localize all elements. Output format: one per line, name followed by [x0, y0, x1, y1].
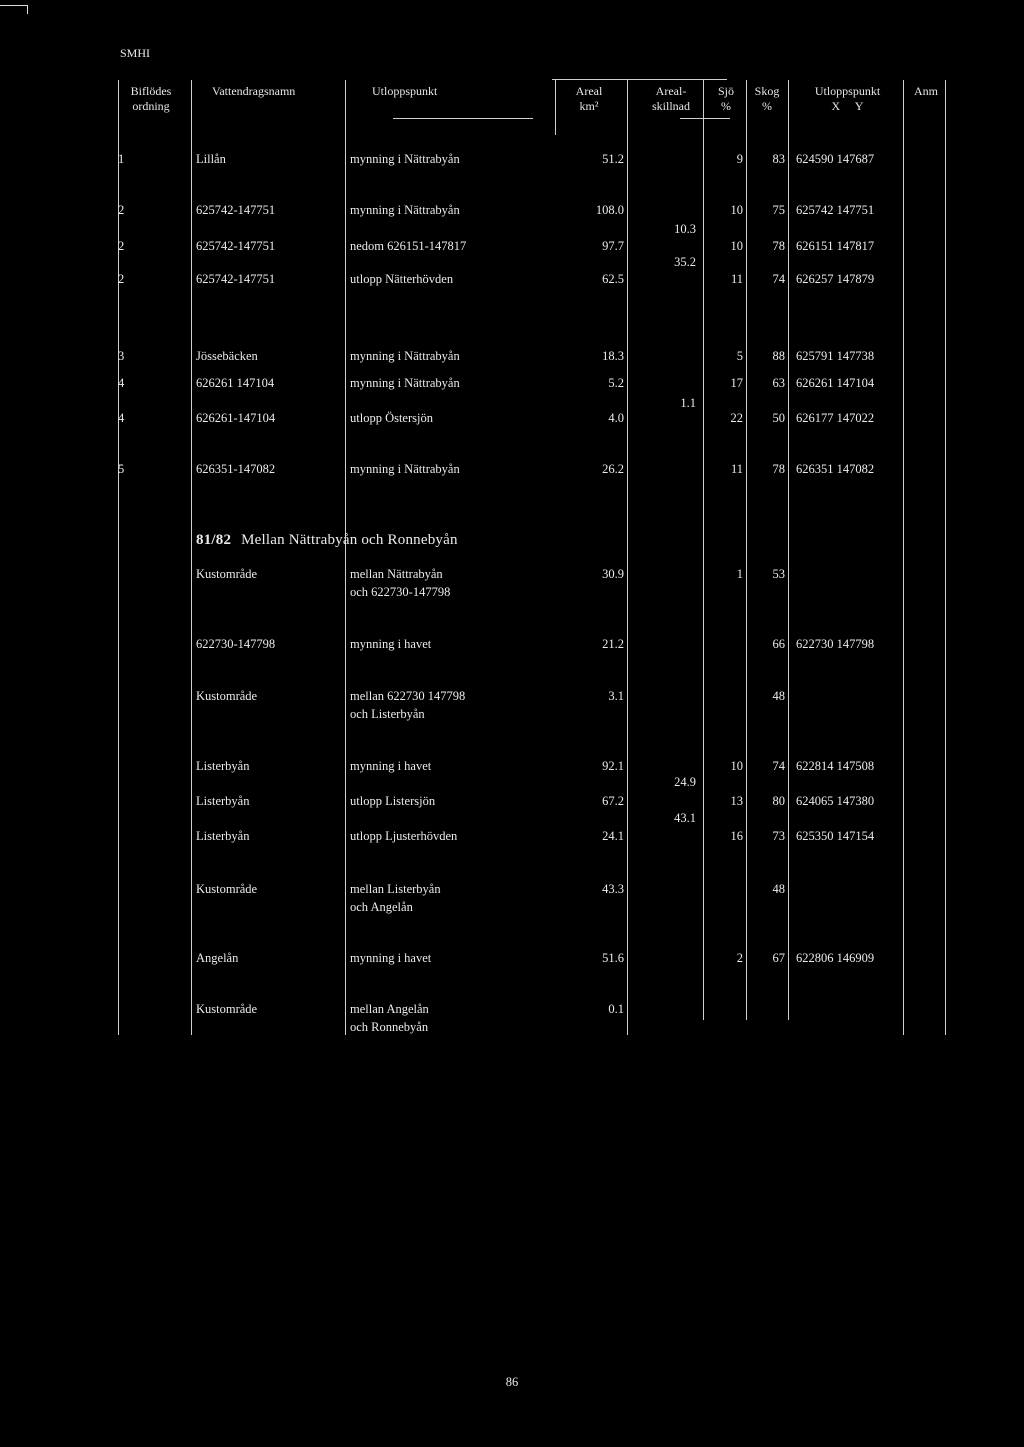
header-forest-2: % — [762, 99, 772, 113]
header-area-1: Areal — [575, 84, 603, 98]
cell-area: 97.7 — [602, 239, 624, 253]
cell-outlet: mellan 622730 147798 — [350, 689, 466, 703]
cell-name: Kustområde — [196, 1002, 258, 1016]
cell-order: 4 — [118, 411, 125, 425]
header-rule-top — [552, 79, 727, 80]
cell-outlet: nedom 626151-147817 — [350, 239, 467, 253]
corner-mark-top — [0, 5, 28, 6]
cell-outlet-xy: 622814 147508 — [796, 759, 875, 773]
header-lake-2: % — [721, 99, 731, 113]
cell-outlet-xy: 622730 147798 — [796, 637, 875, 651]
cell-lake-pct: 16 — [730, 829, 743, 843]
cell-outlet: mynning i havet — [350, 759, 432, 773]
cell-outlet-xy: 626177 147022 — [796, 411, 875, 425]
cell-lake-pct: 10 — [730, 203, 743, 217]
cell-lake-pct: 22 — [730, 411, 743, 425]
cell-outlet-xy: 625350 147154 — [796, 829, 875, 843]
cell-name: Angelån — [196, 951, 239, 965]
cell-area: 51.6 — [602, 951, 624, 965]
cell-lake-pct: 9 — [736, 152, 743, 166]
cell-name: Listerbyån — [196, 829, 250, 843]
page-number: 86 — [505, 1375, 519, 1389]
cell-area: 3.1 — [608, 689, 624, 703]
cell-outlet-xy: 626351 147082 — [796, 462, 875, 476]
cell-name: Listerbyån — [196, 759, 250, 773]
cell-outlet-xy: 625742 147751 — [796, 203, 875, 217]
cell-name: Kustområde — [196, 567, 258, 581]
cell-outlet: utlopp Listersjön — [350, 794, 436, 808]
cell-area: 30.9 — [602, 567, 624, 581]
col-rule-forest — [788, 80, 789, 1020]
cell-area: 92.1 — [602, 759, 624, 773]
header-order-2: ordning — [132, 99, 170, 113]
cell-outlet-line-2: och Angelån — [350, 900, 413, 914]
cell-area: 108.0 — [595, 203, 624, 217]
cell-area: 51.2 — [602, 152, 624, 166]
cell-forest-pct: 66 — [772, 637, 785, 651]
cell-forest-pct: 67 — [772, 951, 785, 965]
cell-forest-pct: 73 — [772, 829, 785, 843]
cell-lake-pct: 17 — [730, 376, 743, 390]
cell-forest-pct: 53 — [772, 567, 785, 581]
header-lake-1: Sjö — [717, 84, 734, 98]
cell-outlet: mynning i Nättrabyån — [350, 349, 460, 363]
header-rule-diff — [680, 118, 730, 119]
header-watercourse: Vattendragsnamn — [212, 84, 296, 98]
cell-forest-pct: 78 — [772, 462, 785, 476]
col-rule-lake-forest — [746, 80, 747, 1020]
cell-lake-pct: 10 — [730, 239, 743, 253]
cell-name: 622730-147798 — [196, 637, 276, 651]
header-area-2: km² — [579, 99, 599, 113]
cell-outlet-line-2: och 622730-147798 — [350, 585, 451, 599]
header-rule-outlet — [393, 118, 533, 119]
cell-forest-pct: 63 — [772, 376, 785, 390]
cell-name: Kustområde — [196, 882, 258, 896]
cell-outlet-xy: 625791 147738 — [796, 349, 875, 363]
corner-mark-side — [27, 5, 28, 14]
cell-forest-pct: 50 — [772, 411, 785, 425]
col-rule-area — [555, 80, 556, 135]
col-rule-diff-lake — [703, 80, 704, 1020]
cell-outlet: utlopp Ljusterhövden — [350, 829, 458, 843]
cell-outlet-line-2: och Ronnebyån — [350, 1020, 429, 1034]
area-diff-value: 35.2 — [674, 255, 696, 269]
cell-order: 2 — [118, 272, 125, 286]
area-diff-value: 1.1 — [680, 396, 696, 410]
cell-outlet: utlopp Östersjön — [350, 411, 433, 425]
cell-outlet: mynning i Nättrabyån — [350, 152, 460, 166]
cell-outlet: utlopp Nätterhövden — [350, 272, 454, 286]
area-diff-value: 10.3 — [674, 222, 696, 236]
col-rule-right — [945, 80, 946, 1035]
cell-order: 5 — [118, 462, 125, 476]
header-remarks: Anm — [914, 84, 938, 98]
cell-lake-pct: 2 — [736, 951, 743, 965]
cell-area: 43.3 — [602, 882, 624, 896]
cell-outlet-xy: 624065 147380 — [796, 794, 875, 808]
header-outlet: Utloppspunkt — [372, 84, 438, 98]
cell-name: 625742-147751 — [196, 203, 276, 217]
cell-name: Jössebäcken — [196, 349, 258, 363]
cell-name: 625742-147751 — [196, 272, 276, 286]
cell-lake-pct: 13 — [730, 794, 743, 808]
cell-outlet-line-2: och Listerbyån — [350, 707, 425, 721]
cell-outlet: mellan Nättrabyån — [350, 567, 443, 581]
cell-area: 4.0 — [608, 411, 624, 425]
area-diff-value: 43.1 — [674, 811, 696, 825]
cell-forest-pct: 74 — [772, 272, 785, 286]
section-code: 81/82 — [196, 532, 232, 548]
col-rule-xy — [903, 80, 904, 1035]
col-rule-name — [345, 80, 346, 1035]
cell-forest-pct: 75 — [772, 203, 785, 217]
cell-outlet-xy: 622806 146909 — [796, 951, 875, 965]
cell-area: 18.3 — [602, 349, 624, 363]
cell-outlet: mynning i Nättrabyån — [350, 462, 460, 476]
col-rule-order — [191, 80, 192, 1035]
cell-outlet-xy: 624590 147687 — [796, 152, 875, 166]
cell-lake-pct: 1 — [736, 567, 743, 581]
cell-order: 1 — [118, 152, 125, 166]
cell-outlet-xy: 626261 147104 — [796, 376, 875, 390]
cell-area: 0.1 — [608, 1002, 624, 1016]
header-outlet-point-2: X Y — [831, 99, 864, 113]
header-forest-1: Skog — [754, 84, 780, 98]
cell-order: 2 — [118, 239, 125, 253]
cell-lake-pct: 11 — [730, 462, 743, 476]
header-outlet-point-1: Utloppspunkt — [814, 84, 881, 98]
cell-order: 3 — [118, 349, 125, 363]
header-area-diff-1: Areal- — [655, 84, 687, 98]
cell-name: 626351-147082 — [196, 462, 276, 476]
cell-area: 21.2 — [602, 637, 624, 651]
cell-outlet: mellan Listerbyån — [350, 882, 441, 896]
cell-forest-pct: 74 — [772, 759, 785, 773]
cell-forest-pct: 48 — [772, 882, 785, 896]
cell-area: 67.2 — [602, 794, 624, 808]
cell-order: 4 — [118, 376, 125, 390]
cell-lake-pct: 10 — [730, 759, 743, 773]
col-rule-left — [118, 80, 119, 1035]
header-area-diff-2: skillnad — [652, 99, 690, 113]
cell-name: 625742-147751 — [196, 239, 276, 253]
cell-outlet: mellan Angelån — [350, 1002, 429, 1016]
cell-lake-pct: 11 — [730, 272, 743, 286]
cell-forest-pct: 48 — [772, 689, 785, 703]
cell-outlet: mynning i havet — [350, 637, 432, 651]
cell-forest-pct: 80 — [772, 794, 785, 808]
cell-outlet-xy: 626257 147879 — [796, 272, 875, 286]
cell-area: 62.5 — [602, 272, 624, 286]
cell-lake-pct: 5 — [736, 349, 743, 363]
cell-name: 626261-147104 — [196, 411, 276, 425]
area-diff-value: 24.9 — [674, 775, 696, 789]
header-order-1: Biflödes — [130, 84, 172, 98]
cell-area: 26.2 — [602, 462, 624, 476]
cell-name: 626261 147104 — [196, 376, 275, 390]
cell-area: 5.2 — [608, 376, 624, 390]
cell-name: Lillån — [196, 152, 226, 166]
cell-outlet: mynning i Nättrabyån — [350, 376, 460, 390]
cell-outlet-xy: 626151 147817 — [796, 239, 875, 253]
cell-name: Kustområde — [196, 689, 258, 703]
cell-forest-pct: 83 — [772, 152, 785, 166]
cell-area: 24.1 — [602, 829, 624, 843]
cell-forest-pct: 78 — [772, 239, 785, 253]
cell-order: 2 — [118, 203, 125, 217]
section-title: Mellan Nättrabyån och Ronnebyån — [241, 532, 458, 548]
col-rule-area-diff — [627, 80, 628, 1035]
cell-forest-pct: 88 — [772, 349, 785, 363]
cell-outlet: mynning i Nättrabyån — [350, 203, 460, 217]
section-heading — [196, 533, 458, 547]
org-name: SMHI — [120, 46, 151, 60]
cell-name: Listerbyån — [196, 794, 250, 808]
cell-outlet: mynning i havet — [350, 951, 432, 965]
